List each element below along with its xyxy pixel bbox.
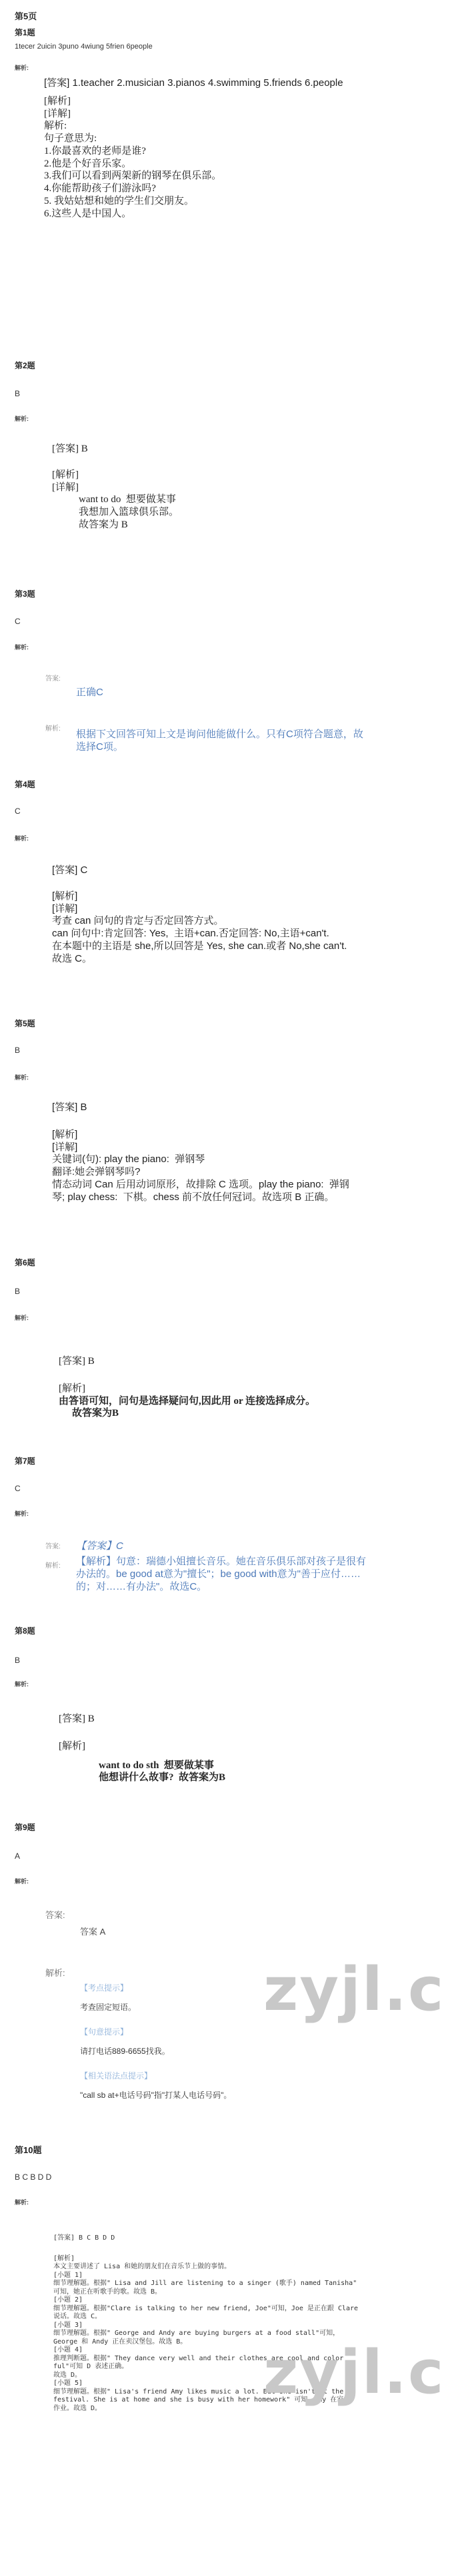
analysis-line: [答案] C xyxy=(52,864,88,876)
answer-text: 【答案】C xyxy=(76,1540,123,1552)
analysis-line: [详解] xyxy=(52,902,78,914)
analysis-line: 6.这些人是中国人。 xyxy=(44,208,132,219)
analysis-line: 故选 C。 xyxy=(52,952,93,964)
analysis-label: 解析: xyxy=(45,725,61,733)
analysis-line: 句子意思为: xyxy=(44,133,97,144)
answer-analysis xyxy=(52,864,433,965)
analysis-line: 可知，她正在听歌手的歌。故选 B。 xyxy=(53,2288,162,2296)
question-title: 第8题 xyxy=(15,1626,35,1636)
analysis-line: [解析] xyxy=(44,95,71,107)
analysis-line: 在本题中的主语是 she,所以回答是 Yes, she can.或者 No,she can't. xyxy=(52,940,347,952)
question-answer: B xyxy=(15,1046,21,1055)
jiexi-label: 解析: xyxy=(15,1878,29,1885)
analysis-line: 2.他是个好音乐家。 xyxy=(44,158,132,169)
analysis-line: [详解] xyxy=(44,108,71,119)
analysis-line: 细节理解题。根据" Lisa and Jill are listening to a singer (歌手) named Tanisha" xyxy=(53,2280,357,2287)
question-title: 第6题 xyxy=(15,1258,35,1267)
question-title: 第9题 xyxy=(15,1823,35,1832)
jiexi-label: 解析: xyxy=(15,1315,29,1321)
watermark: zyjl.c xyxy=(263,2338,445,2408)
analysis-line: [解析] xyxy=(52,469,79,480)
analysis-line: [答案] B xyxy=(59,1714,95,1724)
question-title: 第7题 xyxy=(15,1456,35,1466)
analysis-line: 细节理解题。根据" George and Andy are buying burgers at a food stall"可知， xyxy=(53,2330,340,2337)
question-title: 第1题 xyxy=(15,28,35,37)
analysis-line: 考查 can 问句的肯定与否定回答方式。 xyxy=(52,915,224,927)
analysis-line: [解析] xyxy=(59,1740,85,1752)
jiexi-label: 解析: xyxy=(15,644,29,651)
analysis-line: 请打电话889-6655找我。 xyxy=(80,2047,170,2056)
analysis-line: 故选 D。 xyxy=(53,2371,82,2379)
analysis-line: [小题 5] xyxy=(53,2380,83,2387)
question-title: 第4题 xyxy=(15,780,35,789)
analysis-line: George 和 Andy 正在卖汉堡包。故选 B。 xyxy=(53,2338,187,2346)
analysis-line: 办法的。be good at意为"擅长"；be good with意为"善于应付…… xyxy=(76,1568,361,1580)
analysis-line: [小题 3] xyxy=(53,2321,83,2329)
question-answer: B xyxy=(15,389,21,398)
analysis-line: [解析] xyxy=(53,2254,75,2262)
answer-label: 答案: xyxy=(45,1910,65,1920)
question-answer: A xyxy=(15,1851,21,1861)
analysis-line: [答案] B xyxy=(52,1102,87,1113)
answer-analysis xyxy=(52,443,433,531)
jiexi-label: 解析: xyxy=(15,1510,29,1517)
answer-analysis xyxy=(59,1355,433,1420)
analysis-line: 他想讲什么故事? 故答案为B xyxy=(99,1772,226,1783)
question-answer: C xyxy=(15,806,21,816)
analysis-line: "call sb at+电话号码"指"打某人电话号码"。 xyxy=(80,2091,232,2100)
analysis-line: 故答案为B xyxy=(72,1408,119,1419)
analysis-line: [详解] xyxy=(52,482,79,493)
answer-label: 答案: xyxy=(45,1543,61,1550)
jiexi-label: 解析: xyxy=(15,1681,29,1688)
analysis-line: 选择C项。 xyxy=(76,741,123,753)
analysis-line: 【解析】句意：瑞德小姐擅长音乐。她在音乐俱乐部对孩子是很有 xyxy=(76,1556,367,1567)
page-title: 第5页 xyxy=(15,11,37,21)
analysis-line: 故答案为 B xyxy=(79,519,128,530)
analysis-line: 推理判断题。根据" They dance very well and their clothes are cool and color xyxy=(53,2354,344,2362)
analysis-line: [答案] B xyxy=(59,1356,95,1367)
analysis-line: [答案] 1.teacher 2.musician 3.pianos 4.swimming 5.friends 6.people xyxy=(44,77,343,89)
answer-analysis xyxy=(76,1556,433,1593)
answer-analysis xyxy=(59,1713,433,1784)
analysis-line: [小题 1] xyxy=(53,2271,83,2279)
analysis-line: 【考点提示】 xyxy=(80,1983,129,1993)
analysis-line: 说话。故选 C。 xyxy=(53,2313,102,2320)
analysis-line: 琴; play chess: 下棋。chess 前不放任何冠词。故选项 B 正确。 xyxy=(52,1191,335,1203)
analysis-line: 本文主要讲述了 Lisa 和她的朋友们在音乐节上做的事情。 xyxy=(53,2263,231,2270)
question-title: 第10题 xyxy=(15,2145,42,2155)
analysis-line: 根据下文回答可知上文是询问他能做什么。只有C项符合题意，故 xyxy=(76,729,363,740)
jiexi-label: 解析: xyxy=(15,2199,29,2206)
question-answer: C xyxy=(15,617,21,626)
analysis-line: 的；对……有办法"。故选C。 xyxy=(76,1580,207,1592)
analysis-line: 由答语可知，问句是选择疑问句,因此用 or 连接选择成分。 xyxy=(59,1395,316,1407)
question-answer: C xyxy=(15,1484,21,1493)
question-title: 第5题 xyxy=(15,1019,35,1028)
question-answer: B xyxy=(15,1656,21,1665)
question-answer: B xyxy=(15,1287,21,1296)
analysis-line: [小题 2] xyxy=(53,2296,83,2304)
watermark: zyjl.c xyxy=(263,1955,445,2025)
answer-text: 正确C xyxy=(76,687,103,698)
question-answer: 1tecer 2uicin 3puno 4wiung 5frien 6people xyxy=(15,43,153,51)
jiexi-label: 解析: xyxy=(15,65,29,71)
analysis-line: can 问句中:肯定回答: Yes, 主语+can.否定回答: No,主语+can't. xyxy=(52,928,329,939)
question-title: 第3题 xyxy=(15,589,35,599)
answer-analysis xyxy=(76,729,433,754)
analysis-line: 考查固定短语。 xyxy=(80,2003,137,2012)
answer-analysis xyxy=(52,1102,433,1203)
analysis-line: 我想加入篮球俱乐部。 xyxy=(79,507,179,517)
analysis-line: want to do 想要做某事 xyxy=(79,494,176,505)
analysis-line: 翻译:她会弹钢琴吗? xyxy=(52,1166,141,1177)
analysis-line: [详解] xyxy=(52,1141,78,1153)
analysis-line: [小题 4] xyxy=(53,2346,83,2354)
analysis-line: festival. She is at home and she is busy with her homework" 可知，Amy 在家做 xyxy=(53,2396,351,2404)
analysis-line: [解析] xyxy=(52,1128,78,1140)
answer-text: 答案 A xyxy=(80,1927,106,1937)
jiexi-label: 解析: xyxy=(15,835,29,842)
analysis-line: 细节理解题。根据" Lisa's friend Amy likes music a lot. But she isn't at the xyxy=(53,2388,344,2396)
jiexi-label: 解析: xyxy=(15,1074,29,1081)
analysis-line: 细节理解题。根据"Clare is talking to her new friend, Joe"可知，Joe 是正在跟 Clare xyxy=(53,2304,359,2312)
analysis-line: want to do sth 想要做某事 xyxy=(99,1760,214,1771)
analysis-line: [解析] xyxy=(52,890,78,902)
analysis-line: 关键词(句): play the piano: 弹钢琴 xyxy=(52,1153,205,1165)
analysis-line: 作业。故选 D。 xyxy=(53,2404,102,2412)
analysis-line: 解析: xyxy=(44,121,67,132)
analysis-label: 解析: xyxy=(45,1562,61,1570)
analysis-line: 情态动词 Can 后用动词原形，故排除 C 选项。play the piano: 弹钢 xyxy=(52,1178,349,1190)
answer-label: 答案: xyxy=(45,675,61,683)
answer-analysis xyxy=(44,77,433,220)
analysis-line: 5. 我姑姑想和她的学生们交朋友。 xyxy=(44,195,195,206)
analysis-line: ful"可知 D 表述正确。 xyxy=(53,2363,129,2370)
analysis-line: [答案] B C B D D xyxy=(53,2234,115,2242)
analysis-line: 4.你能帮助孩子们游泳吗? xyxy=(44,183,156,194)
analysis-line: 【相关语法点提示】 xyxy=(80,2071,153,2081)
analysis-line: [答案] B xyxy=(52,444,88,454)
analysis-line: [解析] xyxy=(59,1383,85,1394)
analysis-line: 3.我们可以看到两架新的钢琴在俱乐部。 xyxy=(44,170,222,182)
question-title: 第2题 xyxy=(15,361,35,370)
question-answer: B C B D D xyxy=(15,2172,52,2182)
jiexi-label: 解析: xyxy=(15,416,29,422)
analysis-line: 【句意提示】 xyxy=(80,2027,129,2037)
analysis-line: 1.你最喜欢的老师是谁? xyxy=(44,145,146,157)
analysis-label: 解析: xyxy=(45,1968,65,1978)
